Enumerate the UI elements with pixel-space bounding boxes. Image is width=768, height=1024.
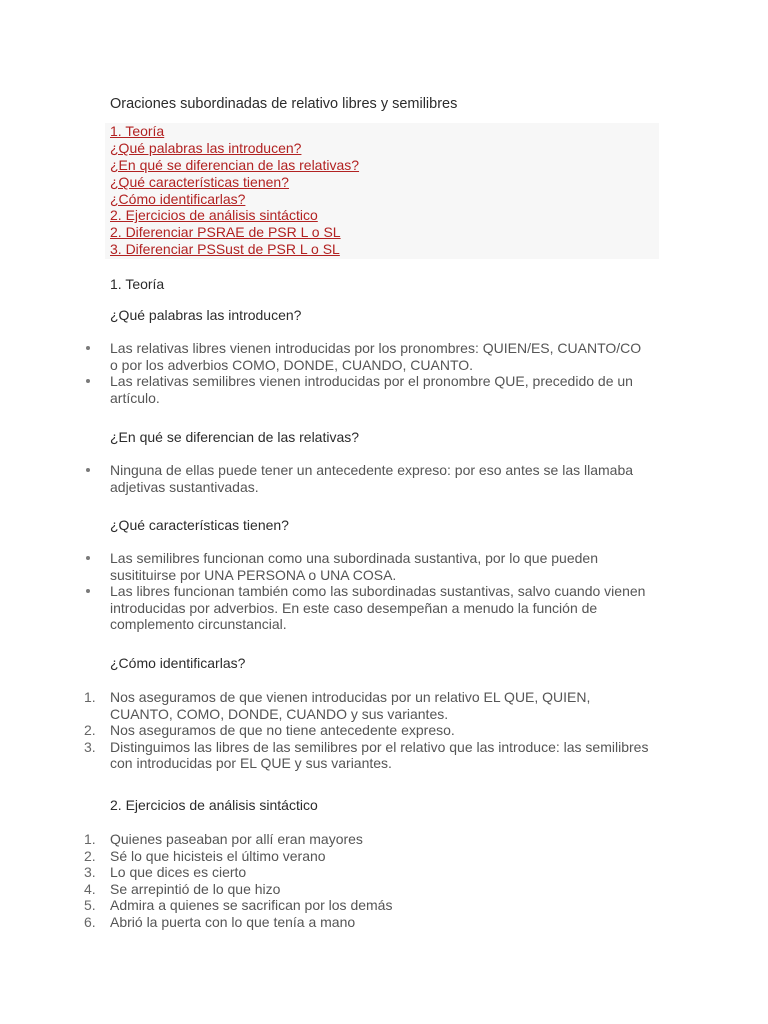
list-item-text: Nos aseguramos de que no tiene antecedente expreso.: [110, 722, 455, 738]
table-of-contents: [105, 123, 659, 259]
list-item: [0, 739, 768, 772]
list-item-number: 6.: [84, 913, 96, 930]
section-heading-ejercicios: 2. Ejercicios de análisis sintáctico: [110, 797, 318, 813]
list-item: [0, 550, 768, 583]
list-item-text: Las semilibres funcionan como una subordinada sustantiva, por lo que pueden susitituirse por UNA PERSONA o UNA COSA.: [110, 550, 598, 583]
bullet-icon: [86, 379, 90, 383]
list-item-number: 2.: [84, 722, 96, 738]
list-item: [0, 722, 768, 739]
numbered-list-identificarlas: [0, 689, 768, 772]
bullet-list-caracteristicas: [0, 550, 768, 633]
list-item-text: Las relativas semilibres vienen introducidas por el pronombre QUE, precedido de un artículo.: [110, 373, 633, 406]
document-title: Oraciones subordinadas de relativo libres y semilibres: [110, 96, 458, 112]
bullet-list-palabras: [0, 340, 768, 406]
list-item: [0, 462, 768, 495]
numbered-list-ejercicios: [0, 831, 768, 930]
list-item-number: 3.: [84, 738, 96, 755]
list-item-number: 1.: [84, 831, 96, 847]
toc-link-diferencian[interactable]: ¿En qué se diferencian de las relativas?: [110, 157, 360, 173]
section-heading-identificarlas: ¿Cómo identificarlas?: [110, 655, 246, 671]
list-item-text: Las relativas libres vienen introducidas por los pronombres: QUIEN/ES, CUANTO/CO o por los adverbios COMO, DONDE, CUANDO, CUANTO.: [110, 340, 642, 373]
list-item: [0, 864, 768, 881]
list-item: [0, 914, 768, 931]
toc-link-diferenciar-pssust[interactable]: 3. Diferenciar PSSust de PSR L o SL: [110, 241, 340, 257]
list-item-text: Nos aseguramos de que vienen introducidas por un relativo EL QUE, QUIEN, CUANTO, COMO, DONDE, CUANDO y sus variantes.: [110, 689, 591, 722]
list-item: [0, 340, 768, 373]
section-heading-teoria: 1. Teoría: [110, 276, 165, 292]
toc-link-caracteristicas[interactable]: ¿Qué características tienen?: [110, 174, 289, 190]
list-item: [0, 848, 768, 865]
list-item-text: Distinguimos las libres de las semilibres por el relativo que las introduce: las semilibres con introducidas por EL QUE y sus variantes.: [110, 738, 649, 771]
list-item-text: Abrió la puerta con lo que tenía a mano: [110, 913, 356, 930]
list-item: [0, 373, 768, 406]
list-item: [0, 897, 768, 914]
list-item: [0, 583, 768, 633]
bullet-list-diferencian: [0, 462, 768, 495]
list-item-number: 3.: [84, 864, 96, 880]
list-item-number: 4.: [84, 880, 96, 897]
toc-link-teoria[interactable]: 1. Teoría: [110, 123, 165, 139]
list-item-number: 1.: [84, 689, 96, 705]
toc-link-identificarlas[interactable]: ¿Cómo identificarlas?: [110, 191, 246, 207]
list-item-text: Las libres funcionan también como las subordinadas sustantivas, salvo cuando vienen introducidas por adverbios. En este caso desempeñan a menudo la función de complemento circunstancial.: [110, 583, 646, 632]
list-item-text: Quienes paseaban por allí eran mayores: [110, 831, 363, 847]
section-heading-diferencian: ¿En qué se diferencian de las relativas?: [110, 429, 360, 445]
list-item-text: Ninguna de ellas puede tener un antecedente expreso: por eso antes se las llamaba adjetivas sustantivadas.: [110, 462, 634, 495]
list-item-number: 2.: [84, 847, 96, 864]
section-heading-caracteristicas: ¿Qué características tienen?: [110, 517, 289, 533]
bullet-icon: [86, 468, 90, 472]
list-item: [0, 831, 768, 848]
bullet-icon: [86, 556, 90, 560]
bullet-icon: [86, 589, 90, 593]
list-item-text: Lo que dices es cierto: [110, 864, 247, 880]
list-item: [0, 881, 768, 898]
bullet-icon: [86, 346, 90, 350]
list-item: [0, 689, 768, 722]
list-item-text: Admira a quienes se sacrifican por los demás: [110, 897, 393, 913]
section-heading-palabras: ¿Qué palabras las introducen?: [110, 307, 302, 323]
list-item-number: 5.: [84, 897, 96, 913]
list-item-text: Sé lo que hicisteis el último verano: [110, 847, 326, 864]
toc-link-ejercicios[interactable]: 2. Ejercicios de análisis sintáctico: [110, 207, 318, 223]
toc-link-diferenciar-psrae[interactable]: 2. Diferenciar PSRAE de PSR L o SL: [110, 224, 341, 240]
toc-link-palabras[interactable]: ¿Qué palabras las introducen?: [110, 140, 302, 156]
list-item-text: Se arrepintió de lo que hizo: [110, 880, 281, 897]
